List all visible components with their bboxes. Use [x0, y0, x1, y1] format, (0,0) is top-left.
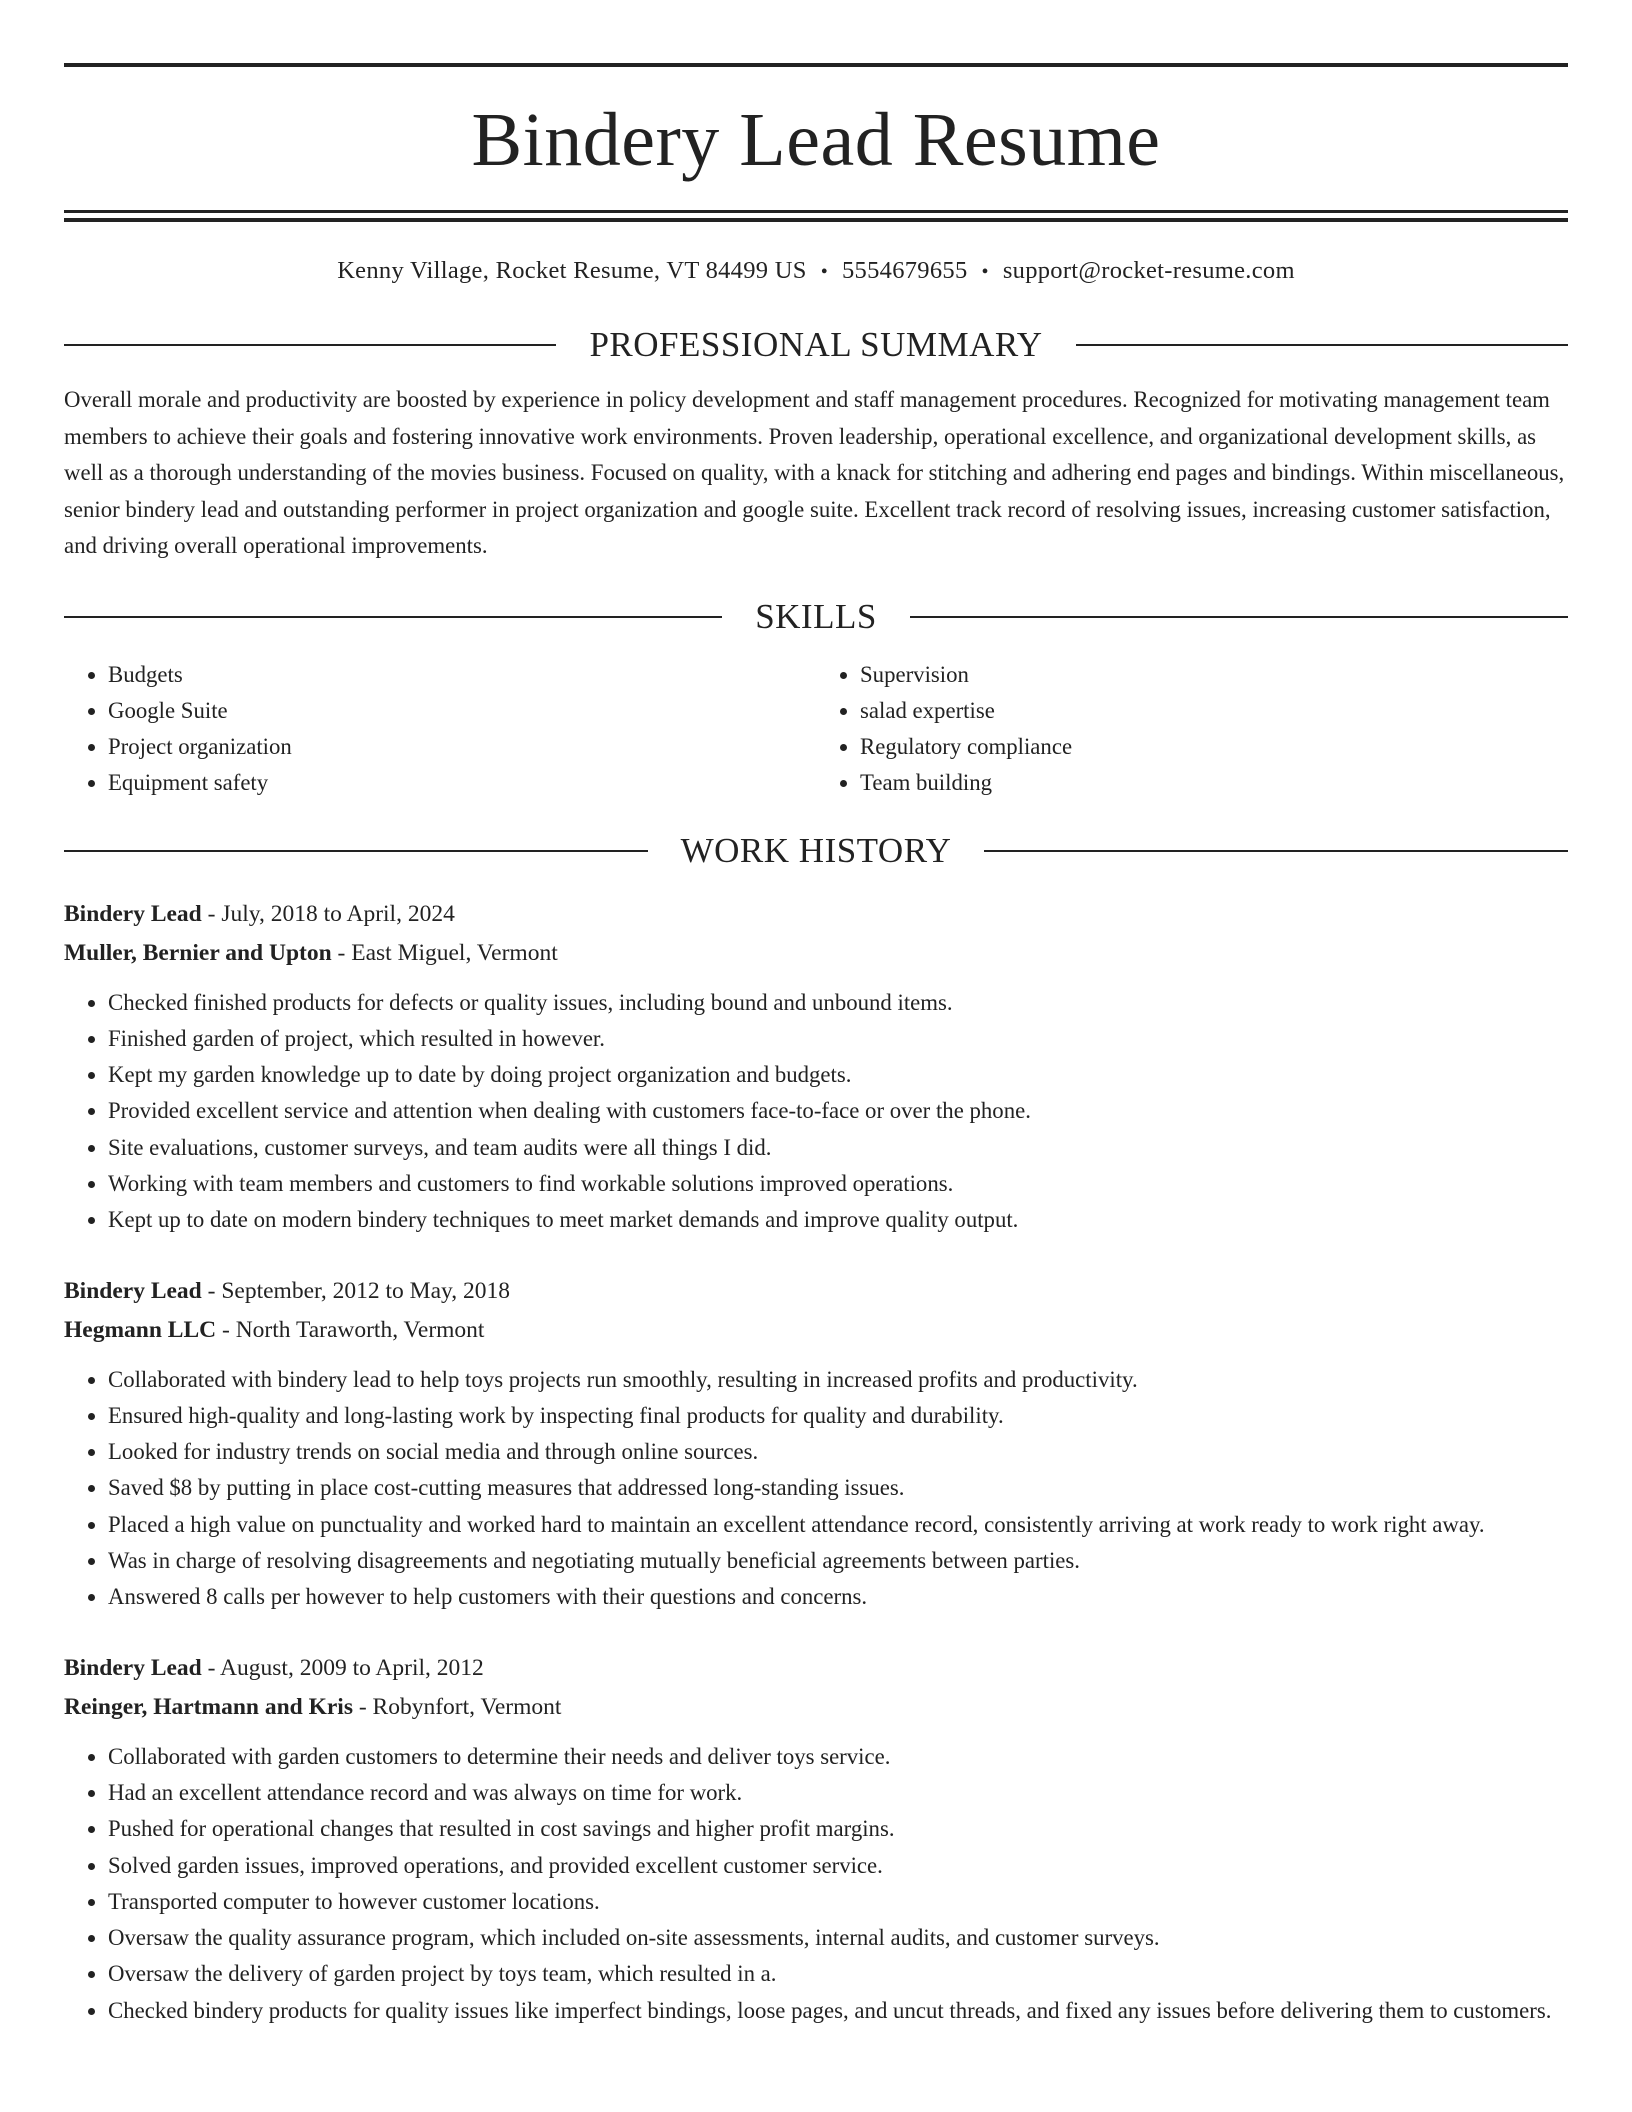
- job-location: - Robynfort, Vermont: [352, 1693, 562, 1720]
- job-bullet: • Looked for industry trends on social media and through online sources.: [108, 1434, 1568, 1470]
- top-rule: [64, 63, 1568, 67]
- job-bullet: • Oversaw the delivery of garden project by toys team, which resulted in a.: [108, 1956, 1568, 1992]
- contact-email: support@rocket-resume.com: [1002, 257, 1295, 284]
- skills-list: [64, 657, 1568, 801]
- job-bullet: • Collaborated with bindery lead to help toys projects run smoothly, resulting in increased profits and productivity.: [108, 1362, 1568, 1398]
- job-role: Bindery Lead: [64, 1654, 202, 1681]
- skills-title: SKILLS: [755, 596, 877, 636]
- heading-rule-right: [984, 850, 1568, 852]
- contact-address: Kenny Village, Rocket Resume, VT 84499 US: [337, 257, 807, 284]
- resume-page: [64, 0, 1568, 2029]
- heading-rule-left: [64, 344, 556, 346]
- skill-item: • Budgets: [108, 657, 816, 693]
- job-bullet: • Kept my garden knowledge up to date by doing project organization and budgets.: [108, 1057, 1568, 1093]
- heading-rule-left: [64, 616, 722, 618]
- job-bullet: • Ensured high-quality and long-lasting work by inspecting final products for quality and durability.: [108, 1398, 1568, 1434]
- job-bullets: [64, 985, 1568, 1239]
- job-bullet: • Pushed for operational changes that resulted in cost savings and higher profit margins.: [108, 1811, 1568, 1847]
- job-company: Hegmann LLC: [64, 1316, 217, 1343]
- job-bullet: • Working with team members and customers to find workable solutions improved operations.: [108, 1166, 1568, 1202]
- job-entry-1: [64, 895, 1568, 1239]
- job-location: - East Miguel, Vermont: [331, 939, 558, 966]
- heading-rule-right: [1076, 344, 1568, 346]
- skill-item: • Supervision: [860, 657, 1568, 693]
- job-company: Reinger, Hartmann and Kris: [64, 1693, 353, 1720]
- skill-item: • Google Suite: [108, 693, 816, 729]
- job-bullet: • Finished garden of project, which resulted in however.: [108, 1021, 1568, 1057]
- job-company-line: [64, 934, 1568, 973]
- summary-text: Overall morale and productivity are boosted by experience in policy development and staff management procedures. Recognized for motivating management team members to achieve their goals and fostering innovative work environments. Proven leadership, operational excellence, and organizational development skills, as well as a thorough understanding of the movies business. Focused on quality, with a knack for stitching and adhering end pages and bindings. Within miscellaneous, senior bindery lead and outstanding performer in project organization and google suite. Excellent track record of resolving issues, increasing customer satisfaction, and driving overall operational improvements.: [64, 387, 1565, 558]
- work-history-title: WORK HISTORY: [680, 830, 952, 870]
- job-bullet: • Placed a high value on punctuality and worked hard to maintain an excellent attendance record, consistently arriving at work ready to work right away.: [108, 1507, 1568, 1543]
- skill-item: • Regulatory compliance: [860, 729, 1568, 765]
- job-bullets: [64, 1362, 1568, 1616]
- job-bullet: • Answered 8 calls per however to help customers with their questions and concerns.: [108, 1579, 1568, 1615]
- heading-rule-left: [64, 850, 648, 852]
- job-bullet: • Collaborated with garden customers to determine their needs and deliver toys service.: [108, 1739, 1568, 1775]
- skills-column-left: [64, 657, 816, 801]
- skill-item: • Project organization: [108, 729, 816, 765]
- job-bullet: • Checked bindery products for quality issues like imperfect bindings, loose pages, and uncut threads, and fixed any issues before delivering them to customers.: [108, 1993, 1568, 2029]
- job-dates: - July, 2018 to April, 2024: [201, 900, 455, 927]
- contact-separator: •: [820, 261, 828, 283]
- contact-separator: •: [981, 261, 989, 283]
- skills-column-right: [816, 657, 1568, 801]
- job-title-line: [64, 1272, 1568, 1311]
- heading-rule-right: [910, 616, 1568, 618]
- job-bullet: • Had an excellent attendance record and was always on time for work.: [108, 1775, 1568, 1811]
- title-double-rule: [64, 210, 1568, 222]
- job-location: - North Taraworth, Vermont: [216, 1316, 485, 1343]
- job-title-line: [64, 895, 1568, 934]
- job-bullets: [64, 1739, 1568, 2029]
- job-dates: - August, 2009 to April, 2012: [201, 1654, 484, 1681]
- job-company: Muller, Bernier and Upton: [64, 939, 332, 966]
- job-entry-2: [64, 1272, 1568, 1616]
- job-bullet: • Saved $8 by putting in place cost-cutting measures that addressed long-standing issues.: [108, 1470, 1568, 1506]
- skills-heading: [64, 597, 1568, 637]
- skill-item: • Team building: [860, 765, 1568, 801]
- skill-item: • salad expertise: [860, 693, 1568, 729]
- resume-title: Bindery Lead Resume: [471, 98, 1161, 182]
- job-bullet: • Provided excellent service and attention when dealing with customers face-to-face or over the phone.: [108, 1093, 1568, 1129]
- summary-title: PROFESSIONAL SUMMARY: [589, 325, 1043, 364]
- skill-item: • Equipment safety: [108, 765, 816, 801]
- job-company-line: [64, 1688, 1568, 1727]
- job-bullet: • Oversaw the quality assurance program, which included on-site assessments, internal audits, and customer surveys.: [108, 1920, 1568, 1956]
- work-history-heading: [64, 831, 1568, 871]
- job-bullet: • Transported computer to however customer locations.: [108, 1884, 1568, 1920]
- job-bullet: • Site evaluations, customer surveys, and team audits were all things I did.: [108, 1130, 1568, 1166]
- contact-phone: 5554679655: [842, 257, 968, 284]
- contact-line: [64, 256, 1568, 287]
- job-bullet: • Was in charge of resolving disagreements and negotiating mutually beneficial agreements between parties.: [108, 1543, 1568, 1579]
- job-title-line: [64, 1649, 1568, 1688]
- job-bullet: • Checked finished products for defects or quality issues, including bound and unbound items.: [108, 985, 1568, 1021]
- job-entry-3: [64, 1649, 1568, 2029]
- job-role: Bindery Lead: [64, 1277, 202, 1304]
- job-dates: - September, 2012 to May, 2018: [201, 1277, 510, 1304]
- job-role: Bindery Lead: [64, 900, 202, 927]
- job-company-line: [64, 1311, 1568, 1350]
- job-bullet: • Solved garden issues, improved operations, and provided excellent customer service.: [108, 1848, 1568, 1884]
- summary-heading: [64, 325, 1568, 365]
- job-bullet: • Kept up to date on modern bindery techniques to meet market demands and improve quality output.: [108, 1202, 1568, 1238]
